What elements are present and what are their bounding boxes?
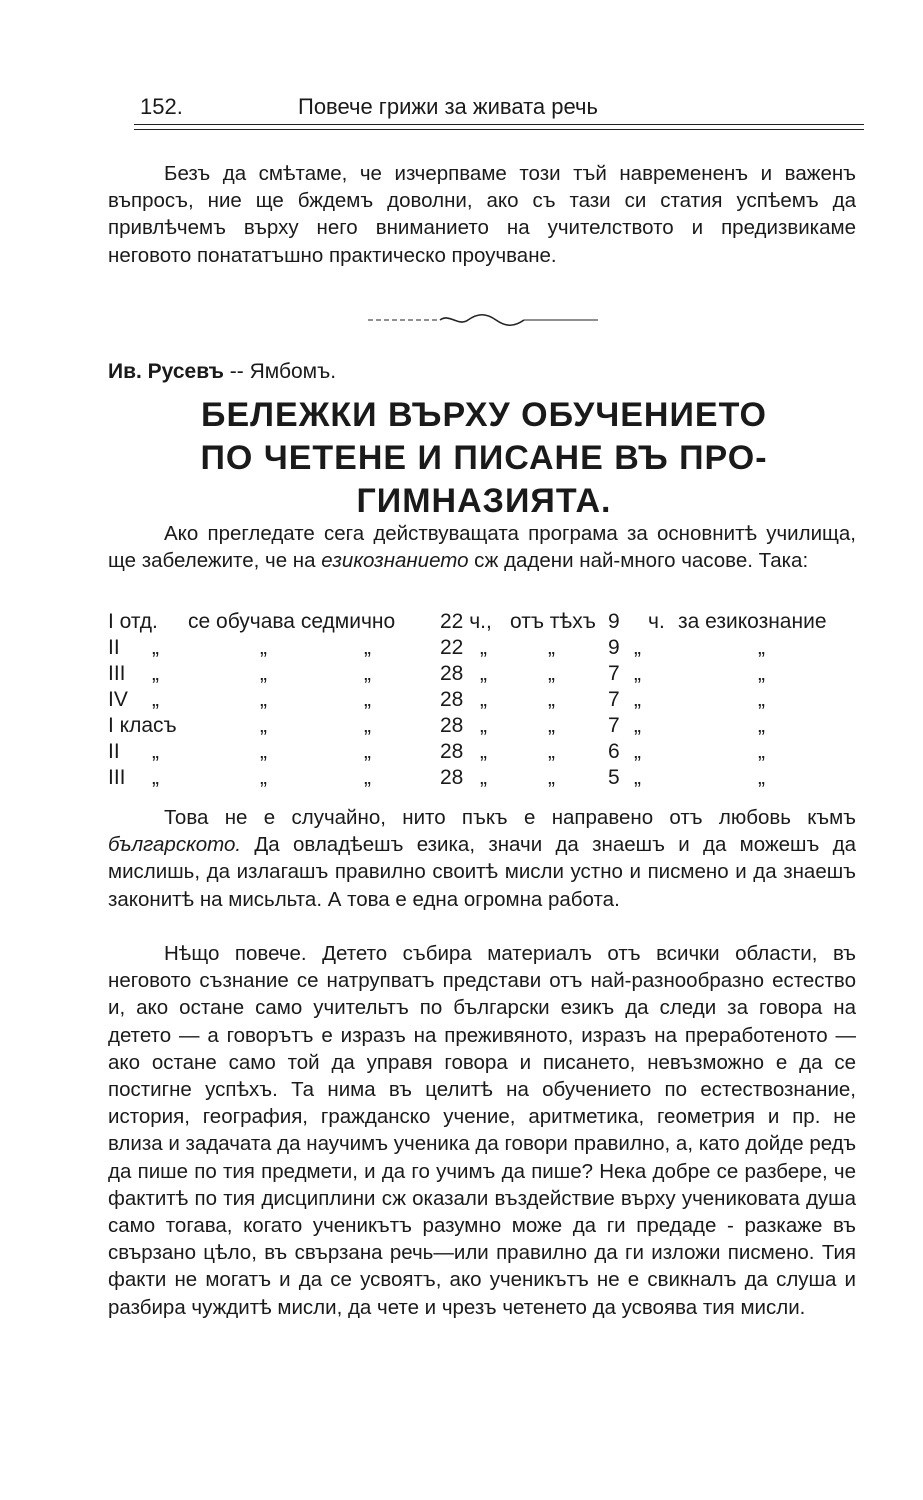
- hours-row: [108, 662, 860, 688]
- article-title: [108, 394, 860, 523]
- author-separator: --: [229, 360, 244, 383]
- ditto-mark: „: [758, 636, 765, 659]
- total-hours: 28: [440, 740, 464, 763]
- hours-row: [108, 688, 860, 714]
- language-hours: 9: [608, 610, 620, 633]
- author-name: Ив. Русевъ: [108, 360, 224, 383]
- hours-row: [108, 636, 860, 662]
- ditto-mark: „: [364, 714, 371, 737]
- total-hours: 28: [440, 714, 464, 737]
- total-hours: 22: [440, 636, 464, 659]
- total-hours: 28: [440, 766, 464, 789]
- ditto-mark: „: [758, 714, 765, 737]
- article-title-line-3: ГИМНАЗИЯТА.: [356, 482, 612, 520]
- ditto-mark: „: [758, 740, 765, 763]
- ditto-mark: „: [548, 662, 555, 685]
- ditto-mark: „: [634, 740, 641, 763]
- intro-text-end: сж дадени най-много часове. Така:: [468, 549, 809, 573]
- ditto-mark: „: [364, 688, 371, 711]
- ditto-mark: „: [260, 662, 267, 685]
- page-number: 152.: [140, 94, 183, 119]
- article-title-line-2: ПО ЧЕТЕНЕ И ПИСАНЕ ВЪ ПРО-: [200, 439, 768, 477]
- article-author: [108, 360, 336, 384]
- total-hours: 22 ч.,: [440, 610, 492, 633]
- author-place: Ямбомъ.: [249, 360, 337, 383]
- body-paragraph: Нѣщо повече. Детето събира материалъ отъ всички области, въ неговото съзнание се натрупватъ представи отъ най-разнообразно естество и, ако остане само учительтъ по български езикъ да следи за говора на детето — а говорътъ е изразъ на преживяното, изразъ на преработеното — ако остане само той да управя говора и писането, невъзможно е да се постигне успѣхъ. Та нима въ целитѣ на обучението по естествознание, история, география, гражданско учение, аритметика, геометрия и пр. не влиза и задачата да научимъ ученика да говори правилно, а, като дойде редъ да пише по тия предмети, и да го учимъ да пише? Нека добре се разбере, че фактитѣ по тия дисциплини сж оказали въздействие върху учениковата душа само тогава, когато ученикътъ разумно може да ги предаде - разкаже въ свързано цѣло, въ свързана речь—или правилно да ги изложи писмено. Тия факти не могатъ и да се усвоятъ, ако ученикътъ не е свикналъ да слуша и разбира чуждитѣ мисли, да чете и чрезъ четенето да усвоява тия мисли.: [108, 942, 856, 1319]
- ditto-mark: „: [364, 636, 371, 659]
- ditto-mark: „: [634, 766, 641, 789]
- language-hours: 7: [608, 662, 620, 685]
- running-title: Повече грижи за живата речь: [298, 94, 598, 119]
- ditto-mark: „: [634, 636, 641, 659]
- hours-row: [108, 610, 860, 636]
- intro-italic-term: езикознанието: [321, 549, 469, 573]
- ditto-mark: „: [758, 766, 765, 789]
- ditto-mark: „: [152, 688, 159, 711]
- ditto-mark: „: [364, 766, 371, 789]
- argument-paragraph: [108, 804, 856, 913]
- ditto-mark: „: [364, 740, 371, 763]
- ditto-mark: „: [634, 662, 641, 685]
- ditto-mark: „: [480, 688, 487, 711]
- ditto-mark: „: [548, 714, 555, 737]
- ditto-mark: „: [260, 688, 267, 711]
- ditto-mark: „: [548, 688, 555, 711]
- hours-row: [108, 714, 860, 740]
- language-hours: 5: [608, 766, 620, 789]
- ditto-mark: „: [260, 636, 267, 659]
- ditto-mark: „: [634, 688, 641, 711]
- header-rule-top: [134, 124, 864, 125]
- ditto-mark: „: [152, 662, 159, 685]
- ditto-mark: „: [260, 740, 267, 763]
- grade-label: II: [108, 740, 120, 763]
- grade-label: IV: [108, 688, 128, 711]
- row-text: за езикознание: [678, 610, 827, 633]
- ditto-mark: „: [260, 714, 267, 737]
- language-hours: 6: [608, 740, 620, 763]
- ditto-mark: „: [480, 740, 487, 763]
- article-title-line-1: БЕЛЕЖКИ ВЪРХУ ОБУЧЕНИЕТО: [201, 396, 767, 434]
- header-rule-bottom: [134, 129, 864, 130]
- grade-label: III: [108, 662, 126, 685]
- argument-italic-term: българското.: [108, 833, 242, 857]
- book-page: [108, 92, 860, 1319]
- argument-text-end: Да овладѣешъ езика, значи да знаешъ и да можешъ да мислишь, да излагашъ правилно своитѣ мисли устно и писмено и да знаешъ законитѣ на мисьльта. А това е една огромна работа.: [108, 833, 856, 911]
- hours-table: [108, 610, 860, 792]
- ditto-mark: „: [548, 766, 555, 789]
- ditto-mark: „: [260, 766, 267, 789]
- ditto-mark: „: [152, 766, 159, 789]
- total-hours: 28: [440, 688, 464, 711]
- ditto-mark: „: [758, 662, 765, 685]
- language-hours: 7: [608, 714, 620, 737]
- intro-text: Ако прегледате сега действуващата програма за основнитѣ училища, ще забележите, че на: [108, 522, 856, 573]
- intro-paragraph: [108, 520, 856, 574]
- ditto-mark: „: [480, 714, 487, 737]
- row-text: ч.: [648, 610, 665, 633]
- hours-row: [108, 766, 860, 792]
- running-header: [108, 92, 860, 126]
- ditto-mark: „: [548, 636, 555, 659]
- ditto-mark: „: [634, 714, 641, 737]
- ditto-mark: „: [152, 740, 159, 763]
- grade-label: I класъ: [108, 714, 177, 737]
- grade-label: I отд.: [108, 610, 158, 633]
- hours-row: [108, 740, 860, 766]
- argument-text: Това не е случайно, нито пъкъ е направено отъ любовь къмъ: [164, 806, 856, 829]
- total-hours: 28: [440, 662, 464, 685]
- language-hours: 7: [608, 688, 620, 711]
- grade-label: II: [108, 636, 120, 659]
- ditto-mark: „: [480, 766, 487, 789]
- language-hours: 9: [608, 636, 620, 659]
- ditto-mark: „: [152, 636, 159, 659]
- grade-label: III: [108, 766, 126, 789]
- section-ornament: [368, 310, 598, 330]
- ditto-mark: „: [364, 662, 371, 685]
- row-text: отъ тѣхъ: [510, 610, 596, 633]
- row-text: се обучава седмично: [188, 610, 396, 633]
- ditto-mark: „: [548, 740, 555, 763]
- ditto-mark: „: [758, 688, 765, 711]
- ditto-mark: „: [480, 662, 487, 685]
- closing-paragraph: Безъ да смѣтаме, че изчерпваме този тъй навремененъ и важенъ въпросъ, ние ще бждемъ доволни, ако съ тази си статия успѣемъ да привлѣчемъ върху него вниманието на учителството и предизвикаме неговото понататъшно практическо проучване.: [108, 162, 856, 267]
- ditto-mark: „: [480, 636, 487, 659]
